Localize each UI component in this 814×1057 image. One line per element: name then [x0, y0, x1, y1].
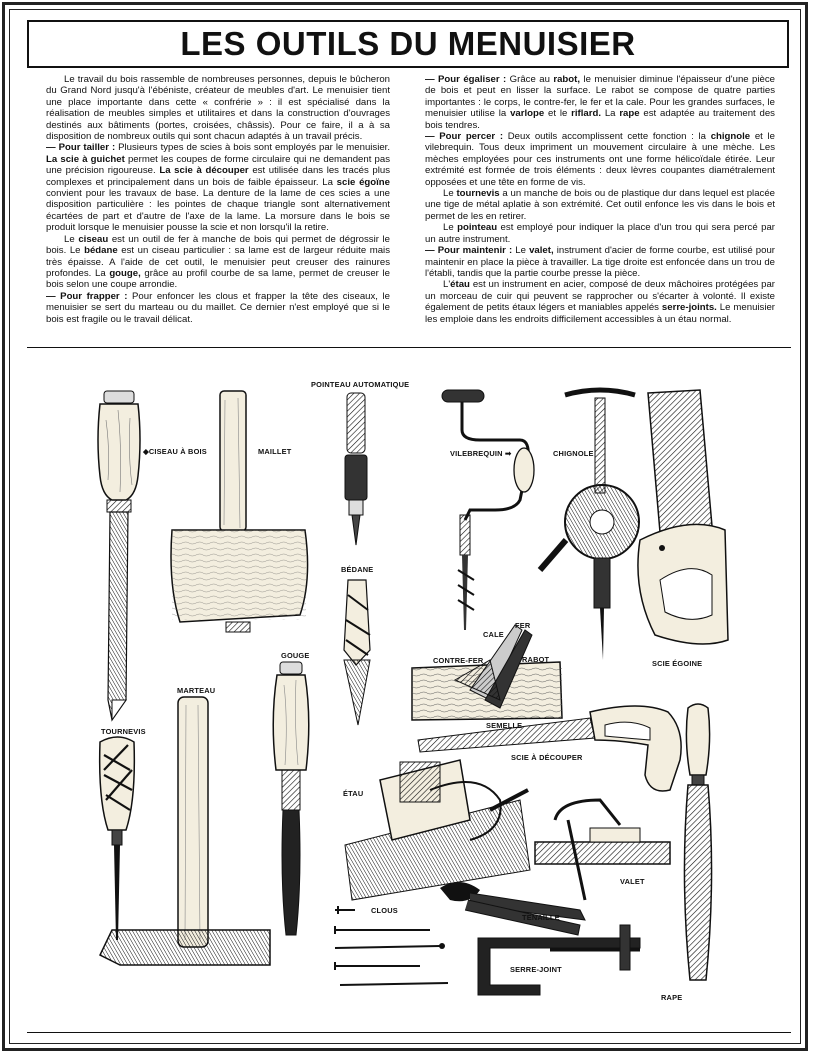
bold-term: étau: [450, 279, 470, 291]
label-scie-egoine: SCIE ÉGOINE: [652, 659, 703, 668]
label-rape: RAPE: [661, 993, 683, 1002]
bold-term: gouge,: [109, 267, 141, 279]
marteau-drawing: [100, 697, 270, 965]
text-run: La: [601, 108, 620, 120]
label-bedane: BÉDANE: [341, 565, 374, 574]
bold-term: — Pour égaliser :: [425, 74, 507, 85]
text-run: le menuisier diminue l'épaisseur d'une pièce de bois et peut en lisser la surface. Le rabot se compose de quatre parties importantes : le corps, le contre-fer, le fer et la cale. Pour les grandes surfaces, le menuisier utilise la: [425, 74, 775, 120]
bold-term: pointeau: [457, 222, 498, 234]
rabot-drawing: [412, 625, 562, 720]
etau-drawing: [345, 760, 530, 900]
bold-term: — Pour tailler :: [46, 142, 116, 154]
text-run: Le: [512, 245, 530, 257]
bold-term: serre-joints.: [661, 302, 717, 314]
text-run: Le travail du bois rassemble de nombreuses personnes, depuis le bûcheron du Grand Nord jusqu'à l'ébéniste, créateur de meubles d'art. Le menuisier tient une place importante dans cette « confrérie » : il est spécialisé dans la réalisation de meubles simples et utilitaires et dans la construction d'ouvrages destinés aux bâtiments (portes, croisées, châssis). Pour ce faire, il a à sa disposition de nombreux outils qui sont chacun adaptés à un travail précis.: [46, 74, 390, 143]
label-vilebrequin-text: VILEBREQUIN: [450, 449, 503, 458]
label-ciseau: ◆CISEAU À BOIS: [143, 447, 207, 456]
tenaille-drawing: [440, 882, 585, 935]
bold-term: — Pour percer :: [425, 131, 504, 143]
bold-term: chignole: [710, 131, 751, 143]
text-run: Le: [443, 222, 458, 234]
label-fer: FER: [515, 621, 531, 630]
label-gouge: GOUGE: [281, 651, 310, 660]
text-run: instrument d'acier de forme courbe, est utilisé pour maintenir en place la pièce à travailler. La tige droite est enfoncée dans un trou de l'établi, tandis que la partie courbe presse la pièce.: [425, 245, 775, 279]
text-run: et le: [544, 108, 572, 120]
bold-term: rape: [619, 108, 640, 120]
label-tournevis: TOURNEVIS: [101, 727, 146, 736]
gouge-drawing: [273, 662, 309, 935]
text-run: Le: [443, 188, 457, 200]
bedane-drawing: [344, 580, 370, 725]
label-vilebrequin: VILEBREQUIN ➡: [450, 449, 512, 458]
bold-term: riflard.: [571, 108, 601, 120]
bold-term: ciseau: [78, 233, 109, 245]
text-run: est utilisée dans les tracés plus complexes et principalement dans un bois de faible épaisseur. La: [46, 165, 390, 188]
bold-term: varlope: [510, 108, 545, 120]
label-maillet: MAILLET: [258, 447, 292, 456]
text-run: convient pour les travaux de base. La denture de la lame de ces scies a une disposition particulière : les pointes de chaque triangle sont alternativement écartées de part et d'autre de l'axe de la lame. La morsure dans le bois se produit lorsque le menuisier pousse la scie et non lorsqu'il la retire.: [46, 188, 390, 234]
maillet-drawing: [171, 391, 308, 632]
label-chignole: CHIGNOLE: [553, 449, 594, 458]
bold-term: — Pour frapper :: [46, 290, 128, 302]
bottom-rule: [27, 1032, 791, 1033]
label-valet: VALET: [620, 877, 645, 886]
rape-drawing: [684, 704, 711, 980]
text-run: permet les coupes de forme circulaire qui ne demandent pas une précision rigoureuse.: [46, 153, 391, 177]
text-run: est adaptée au traitement des bois tendres.: [425, 108, 775, 131]
clous-drawing: [335, 906, 448, 985]
text-run: Le menuisier les emploie dans les endroits difficilement accessibles à un étau normal.: [425, 302, 775, 325]
bold-term: tournevis: [456, 188, 500, 200]
label-semelle: SEMELLE: [486, 721, 523, 730]
scie-egoine-drawing: [638, 390, 728, 644]
label-clous: CLOUS: [371, 906, 398, 915]
text-run: a un manche de bois ou de plastique dur dans lequel est placée une tige de métal aplatie à son extrémité. Cet outil enfonce les vis dans le bois et permet de les en retirer.: [425, 188, 775, 222]
label-etau: ÉTAU: [343, 789, 364, 798]
valet-drawing: [535, 800, 670, 900]
bold-term: rabot,: [553, 74, 581, 85]
text-run: est un ciseau particulier : sa lame est de largeur réduite mais très épaisse. A l'aide de cet outil, le menuisier peut creuser des rainures profondes. La: [46, 245, 390, 279]
vilebrequin-drawing: [442, 390, 534, 630]
label-cale: CALE: [483, 630, 504, 639]
text-run: Grâce au: [506, 74, 554, 85]
bold-term: — Pour maintenir :: [425, 245, 513, 257]
label-scie-a-decouper: SCIE À DÉCOUPER: [511, 753, 583, 762]
label-rabot: RABOT: [522, 655, 550, 664]
label-tenaille: TENAILLE: [522, 913, 560, 922]
text-run: Plusieurs types de scies à bois sont employés par le menuisier.: [115, 142, 391, 154]
pointeau-drawing: [345, 393, 367, 545]
label-marteau: MARTEAU: [177, 686, 216, 695]
text-run: Le: [64, 233, 79, 245]
label-pointeau: POINTEAU AUTOMATIQUE: [311, 380, 410, 389]
ciseau-a-bois-drawing: [98, 391, 140, 720]
bold-term: scie égoïne: [336, 176, 390, 188]
text-run: L': [443, 279, 451, 291]
text-run: Deux outils accomplissent cette fonction : la: [503, 131, 711, 143]
bold-term: La scie à découper: [159, 165, 249, 177]
label-ciseau-text: CISEAU À BOIS: [148, 447, 207, 456]
text-run: grâce au profil courbe de sa lame, permet de creuser le bois selon une coupe arrondie.: [46, 267, 390, 291]
text-run: Pour enfoncer les clous et frapper la tête des ciseaux, le menuisier se sert du marteau ou du maillet. Ce dernier n'est employé que si le bois est fragile ou le travail délicat.: [46, 290, 390, 325]
text-run: est employé pour indiquer la place d'un trou qui sera percé par un autre instrument.: [425, 222, 775, 245]
text-run: est un instrument en acier, composé de deux mâchoires protégées par un morceau de cuir qui peuvent se rapprocher ou s'écarter à volonté. Il existe également de petits étaux légers et maniables appelés: [425, 279, 775, 314]
label-contre-fer: CONTRE-FER: [433, 656, 484, 665]
bold-term: bédane: [84, 245, 118, 257]
text-run: est un outil de fer à manche de bois qui permet de dégrossir le bois. Le: [46, 233, 390, 257]
bold-term: valet,: [529, 245, 554, 257]
page-title: LES OUTILS DU MENUISIER: [180, 25, 636, 62]
chignole-drawing: [540, 390, 639, 660]
serre-joint-drawing: [478, 925, 640, 995]
bold-term: La scie à guichet: [46, 153, 125, 165]
tournevis-drawing: [100, 737, 135, 940]
label-serre-joint: SERRE-JOINT: [510, 965, 562, 974]
text-run: et le vilebrequin. Tous deux impriment un mouvement circulaire à une mèche. Les mèches employées pour ces instruments ont une forme hélicoïdale étirée. Leur extrémité est formée de trois éléments : deux lèvres coupantes diamétralement opposées et une tête en forme de vis.: [425, 131, 775, 188]
